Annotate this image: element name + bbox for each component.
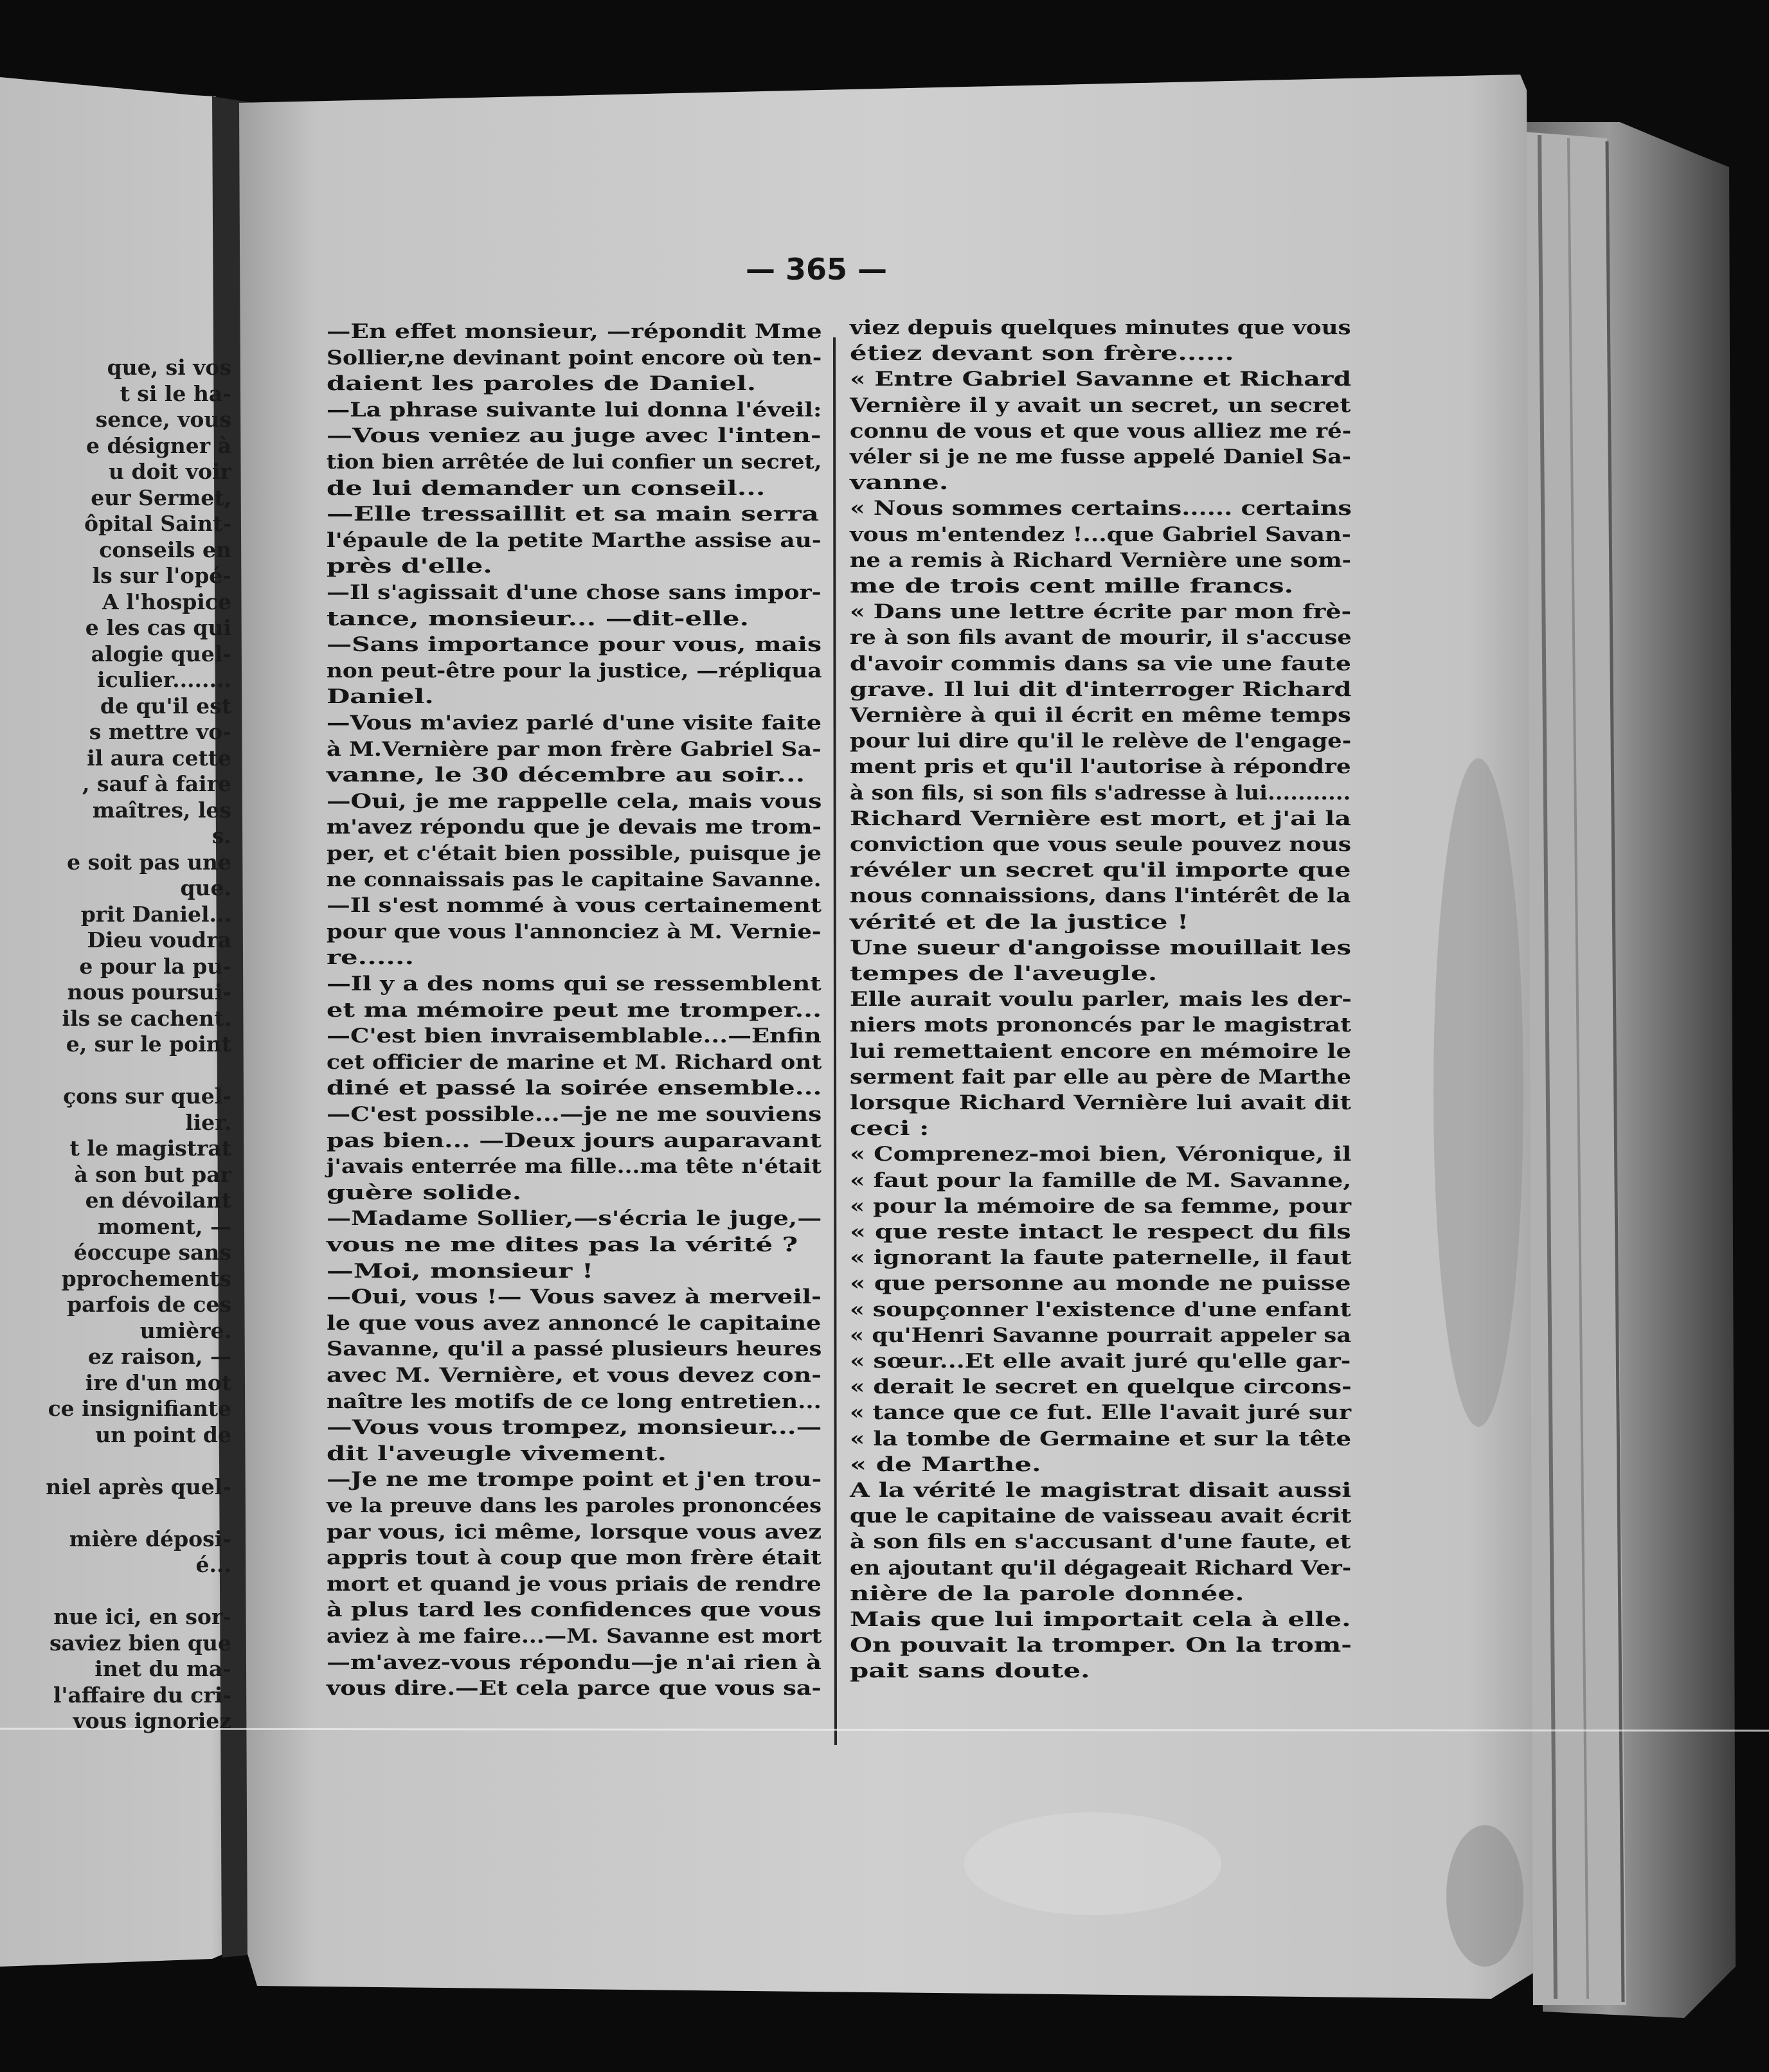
text-line: « Nous sommes certains...... certains — [850, 497, 1352, 521]
text-line: lui remettaient encore en mémoire le — [850, 1039, 1352, 1063]
facing-text-line: conseils en — [99, 537, 231, 562]
text-line: d'avoir commis dans sa vie une faute — [850, 652, 1351, 675]
text-line: vanne, le 30 décembre au soir... — [327, 764, 805, 787]
text-line: cet officier de marine et M. Richard ont — [327, 1050, 822, 1074]
facing-text-line: e pour la pu- — [79, 953, 231, 979]
text-line: « ignorant la faute paternelle, il faut — [850, 1246, 1352, 1270]
facing-text-line: que. — [180, 875, 231, 900]
text-line: aviez à me faire...—M. Savanne est mort — [327, 1625, 822, 1648]
text-line: « pour la mémoire de sa femme, pour — [850, 1194, 1352, 1218]
text-line: —Madame Sollier,—s'écria le juge,— — [327, 1207, 822, 1231]
text-line: tion bien arrêtée de lui confier un secret, — [327, 451, 822, 474]
text-line: —C'est possible...—je ne me souviens — [327, 1103, 822, 1126]
text-line: « qu'Henri Savanne pourrait appeler sa — [850, 1323, 1352, 1347]
text-line: vous m'entendez !...que Gabriel Savan- — [850, 522, 1351, 546]
facing-text-line: çons sur quel- — [63, 1084, 231, 1109]
text-line: —Je ne me trompe point et j'en trou- — [327, 1468, 822, 1492]
text-line: non peut-être pour la justice, —répliqua — [327, 659, 822, 683]
text-line: On pouvait la tromper. On la trom- — [850, 1634, 1352, 1657]
text-line: « Comprenez-moi bien, Véronique, il — [850, 1143, 1352, 1166]
text-line: « Entre Gabriel Savanne et Richard — [850, 368, 1352, 391]
facing-text-line: lier. — [185, 1109, 231, 1135]
facing-text-line: saviez bien que — [49, 1630, 231, 1656]
text-line: —Il s'est nommé à vous certainement — [327, 894, 822, 918]
text-line: « Dans une lettre écrite par mon frè- — [850, 600, 1352, 624]
text-line: serment fait par elle au père de Marthe — [850, 1065, 1352, 1089]
text-line: que le capitaine de vaisseau avait écrit — [850, 1505, 1352, 1528]
facing-text-line: u doit voir — [109, 459, 231, 484]
text-line: nière de la parole donnée. — [850, 1582, 1244, 1605]
text-line: vanne. — [850, 471, 949, 495]
facing-text-line: à son but par — [74, 1161, 231, 1187]
text-line: re...... — [327, 946, 415, 970]
text-line: de lui demander un conseil... — [327, 476, 766, 500]
text-line: —La phrase suivante lui donna l'éveil: — [327, 398, 822, 422]
text-line: vous ne me dites pas la vérité ? — [327, 1233, 798, 1256]
facing-text-line: moment, — — [97, 1213, 231, 1239]
text-line: —Vous vous trompez, monsieur...— — [327, 1416, 822, 1440]
text-line: connu de vous et que vous alliez me ré- — [850, 419, 1352, 443]
facing-text-line: e, sur le point — [66, 1032, 231, 1057]
text-line: et ma mémoire peut me tromper... — [327, 998, 822, 1022]
text-line: guère solide. — [327, 1181, 522, 1204]
text-line: —Oui, vous !— Vous savez à merveil- — [327, 1285, 822, 1309]
text-line: appris tout à coup que mon frère était — [327, 1546, 822, 1570]
text-line: pour que vous l'annonciez à M. Vernie- — [327, 920, 822, 943]
facing-text-line: de qu'il est — [100, 693, 231, 719]
facing-text-line: ce insignifiante — [48, 1396, 231, 1421]
facing-text-line: é... — [195, 1552, 231, 1577]
text-line: l'épaule de la petite Marthe assise au- — [327, 528, 822, 552]
text-line: Richard Vernière est mort, et j'ai la — [850, 807, 1351, 830]
text-line: mort et quand je vous priais de rendre — [327, 1572, 822, 1596]
text-line: en ajoutant qu'il dégageait Richard Ver- — [850, 1556, 1352, 1580]
text-line: j'avais enterrée ma fille...ma tête n'était — [327, 1155, 822, 1179]
text-line: véler si je ne me fusse appelé Daniel Sa- — [850, 445, 1351, 469]
facing-text-line: eur Sermet, — [91, 485, 231, 510]
facing-text-line: ez raison, — — [87, 1344, 231, 1369]
text-line: pas bien... —Deux jours auparavant — [327, 1129, 822, 1152]
facing-text-line: A l'hospice — [102, 589, 231, 614]
facing-text-line: vous ignoriez — [73, 1708, 231, 1733]
text-line: vous dire.—Et cela parce que vous sa- — [327, 1677, 822, 1701]
text-line: à plus tard les confidences que vous — [327, 1598, 822, 1622]
text-line: grave. Il lui dit d'interroger Richard — [850, 677, 1352, 701]
facing-text-line: nue ici, en sor- — [53, 1604, 231, 1629]
text-line: Une sueur d'angoisse mouillait les — [850, 936, 1352, 960]
text-line: diné et passé la soirée ensemble... — [327, 1076, 822, 1100]
text-line: viez depuis quelques minutes que vous — [850, 316, 1351, 339]
text-line: « soupçonner l'existence d'une enfant — [850, 1298, 1351, 1321]
facing-text-line: nous poursui- — [67, 979, 231, 1005]
facing-text-line: parfois de ces — [67, 1292, 231, 1317]
facing-text-line: pprochements — [61, 1265, 231, 1291]
facing-text-line: inet du ma- — [94, 1656, 231, 1681]
facing-text-line: un point de — [95, 1422, 231, 1447]
text-line: « tance que ce fut. Elle l'avait juré sur — [850, 1401, 1352, 1425]
text-line: Savanne, qu'il a passé plusieurs heures — [327, 1337, 822, 1361]
text-line: « la tombe de Germaine et sur la tête — [850, 1427, 1352, 1451]
text-line: —Elle tressaillit et sa main serra — [327, 503, 819, 526]
facing-text-line: il aura cette — [87, 745, 231, 771]
text-line: étiez devant son frère...... — [850, 342, 1234, 366]
text-line: tance, monsieur... —dit-elle. — [327, 607, 750, 630]
facing-text-line: prit Daniel... — [80, 901, 231, 927]
text-line: —Vous m'aviez parlé d'une visite faite — [327, 711, 822, 735]
text-line: —Sans importance pour vous, mais — [327, 633, 822, 657]
text-line: re à son fils avant de mourir, il s'accuse — [850, 626, 1352, 650]
text-line: A la vérité le magistrat disait aussi — [850, 1479, 1352, 1502]
facing-text-line: éoccupe sans — [73, 1240, 231, 1265]
facing-text-line: maîtres, les — [92, 797, 231, 823]
text-line: naître les motifs de ce long entretien... — [327, 1389, 822, 1413]
text-line: « sœur...Et elle avait juré qu'elle gar- — [850, 1350, 1351, 1373]
facing-text-line: t le magistrat — [69, 1136, 231, 1161]
text-line: me de trois cent mille francs. — [850, 575, 1294, 598]
text-line: « que personne au monde ne puisse — [850, 1272, 1351, 1296]
text-line: ne connaissais pas le capitaine Savanne. — [327, 868, 822, 891]
facing-text-line: ôpital Saint- — [84, 511, 231, 536]
text-line: pait sans doute. — [850, 1659, 1090, 1683]
text-line: —C'est bien invraisemblable...—Enfin — [327, 1024, 822, 1048]
facing-text-line: l'affaire du cri- — [53, 1682, 231, 1708]
text-line: à M.Vernière par mon frère Gabriel Sa- — [327, 737, 822, 761]
facing-text-line: alogie quel- — [91, 641, 231, 666]
text-line: m'avez répondu que je devais me trom- — [327, 816, 822, 839]
text-line: niers mots prononcés par le magistrat — [850, 1014, 1351, 1037]
text-line: per, et c'était bien possible, puisque je — [327, 842, 822, 865]
facing-text-line: ils se cachent. — [62, 1005, 231, 1031]
facing-text-line: mière déposi- — [69, 1526, 231, 1551]
text-line: « derait le secret en quelque circons- — [850, 1375, 1352, 1399]
text-line: —Vous veniez au juge avec l'inten- — [327, 424, 822, 448]
text-line: à son fils en s'accusant d'une faute, et — [850, 1530, 1351, 1554]
facing-text-line: s mettre vo- — [89, 719, 231, 744]
text-line: avec M. Vernière, et vous devez con- — [327, 1364, 822, 1387]
facing-text-line: e désigner à — [86, 433, 231, 458]
page-number: — 365 — — [745, 252, 888, 287]
text-line: conviction que vous seule pouvez nous — [850, 833, 1352, 856]
facing-text-line: , sauf à faire — [82, 771, 231, 796]
facing-text-line: e les cas qui — [85, 615, 231, 640]
text-line: pour lui dire qu'il le relève de l'engage- — [850, 729, 1352, 753]
text-line: Daniel. — [327, 685, 434, 709]
text-line: —En effet monsieur, —répondit Mme — [327, 320, 822, 343]
text-line: par vous, ici même, lorsque vous avez — [327, 1520, 822, 1544]
facing-text-line: ire d'un mot — [85, 1370, 231, 1395]
text-line: Elle aurait voulu parler, mais les der- — [850, 988, 1352, 1012]
facing-text-line: Dieu voudra — [87, 927, 231, 952]
text-line: —Oui, je me rappelle cela, mais vous — [327, 789, 822, 813]
facing-text-line: niel après quel- — [46, 1474, 231, 1499]
text-line: vérité et de la justice ! — [850, 910, 1189, 934]
text-line: dit l'aveugle vivement. — [327, 1442, 667, 1465]
facing-text-line: t si le ha- — [120, 380, 231, 406]
text-line: ve la preuve dans les paroles prononcées — [327, 1494, 822, 1517]
facing-text-line: e soit pas une — [67, 849, 231, 875]
text-line: lorsque Richard Vernière lui avait dit — [850, 1091, 1351, 1114]
facing-text-line: s. — [211, 823, 231, 848]
text-line: Vernière à qui il écrit en même temps — [850, 704, 1351, 727]
text-line: —Il s'agissait d'une chose sans impor- — [327, 581, 822, 604]
column-rule — [834, 337, 836, 1745]
text-line: —Il y a des noms qui se ressemblent — [327, 972, 822, 996]
facing-text-line: que, si vos — [107, 355, 231, 380]
facing-text-line: en dévoilant — [85, 1188, 231, 1213]
text-line: « que reste intact le respect du fils — [850, 1220, 1351, 1244]
facing-text-line: umière. — [139, 1317, 231, 1343]
text-line: Mais que lui importait cela à elle. — [850, 1608, 1351, 1631]
text-line: révéler un secret qu'il importe que — [850, 859, 1351, 882]
text-line: Sollier,ne devinant point encore où ten- — [327, 346, 822, 370]
text-line: ceci : — [850, 1117, 929, 1141]
text-line: près d'elle. — [327, 555, 492, 578]
text-line: « de Marthe. — [850, 1452, 1041, 1476]
facing-text-line: iculier........ — [97, 667, 231, 692]
text-line: ment pris et qu'il l'autorise à répondre — [850, 755, 1351, 779]
text-line: le que vous avez annoncé le capitaine — [327, 1311, 822, 1335]
text-line: ne a remis à Richard Vernière une som- — [850, 548, 1352, 572]
text-line: —Moi, monsieur ! — [327, 1259, 594, 1283]
text-line: —m'avez-vous répondu—je n'ai rien à — [327, 1650, 822, 1674]
text-line: nous connaissions, dans l'intérêt de la — [850, 884, 1351, 908]
facing-text-line: ls sur l'opé- — [92, 563, 231, 588]
text-line: à son fils, si son fils s'adresse à lui........... — [850, 781, 1351, 805]
text-line: « faut pour la famille de M. Savanne, — [850, 1168, 1352, 1192]
text-line: daient les paroles de Daniel. — [327, 372, 757, 396]
text-line: tempes de l'aveugle. — [850, 962, 1158, 985]
facing-page-text — [0, 129, 244, 1941]
facing-text-line: sence, vous — [95, 407, 231, 432]
text-line: Vernière il y avait un secret, un secret — [850, 393, 1351, 417]
